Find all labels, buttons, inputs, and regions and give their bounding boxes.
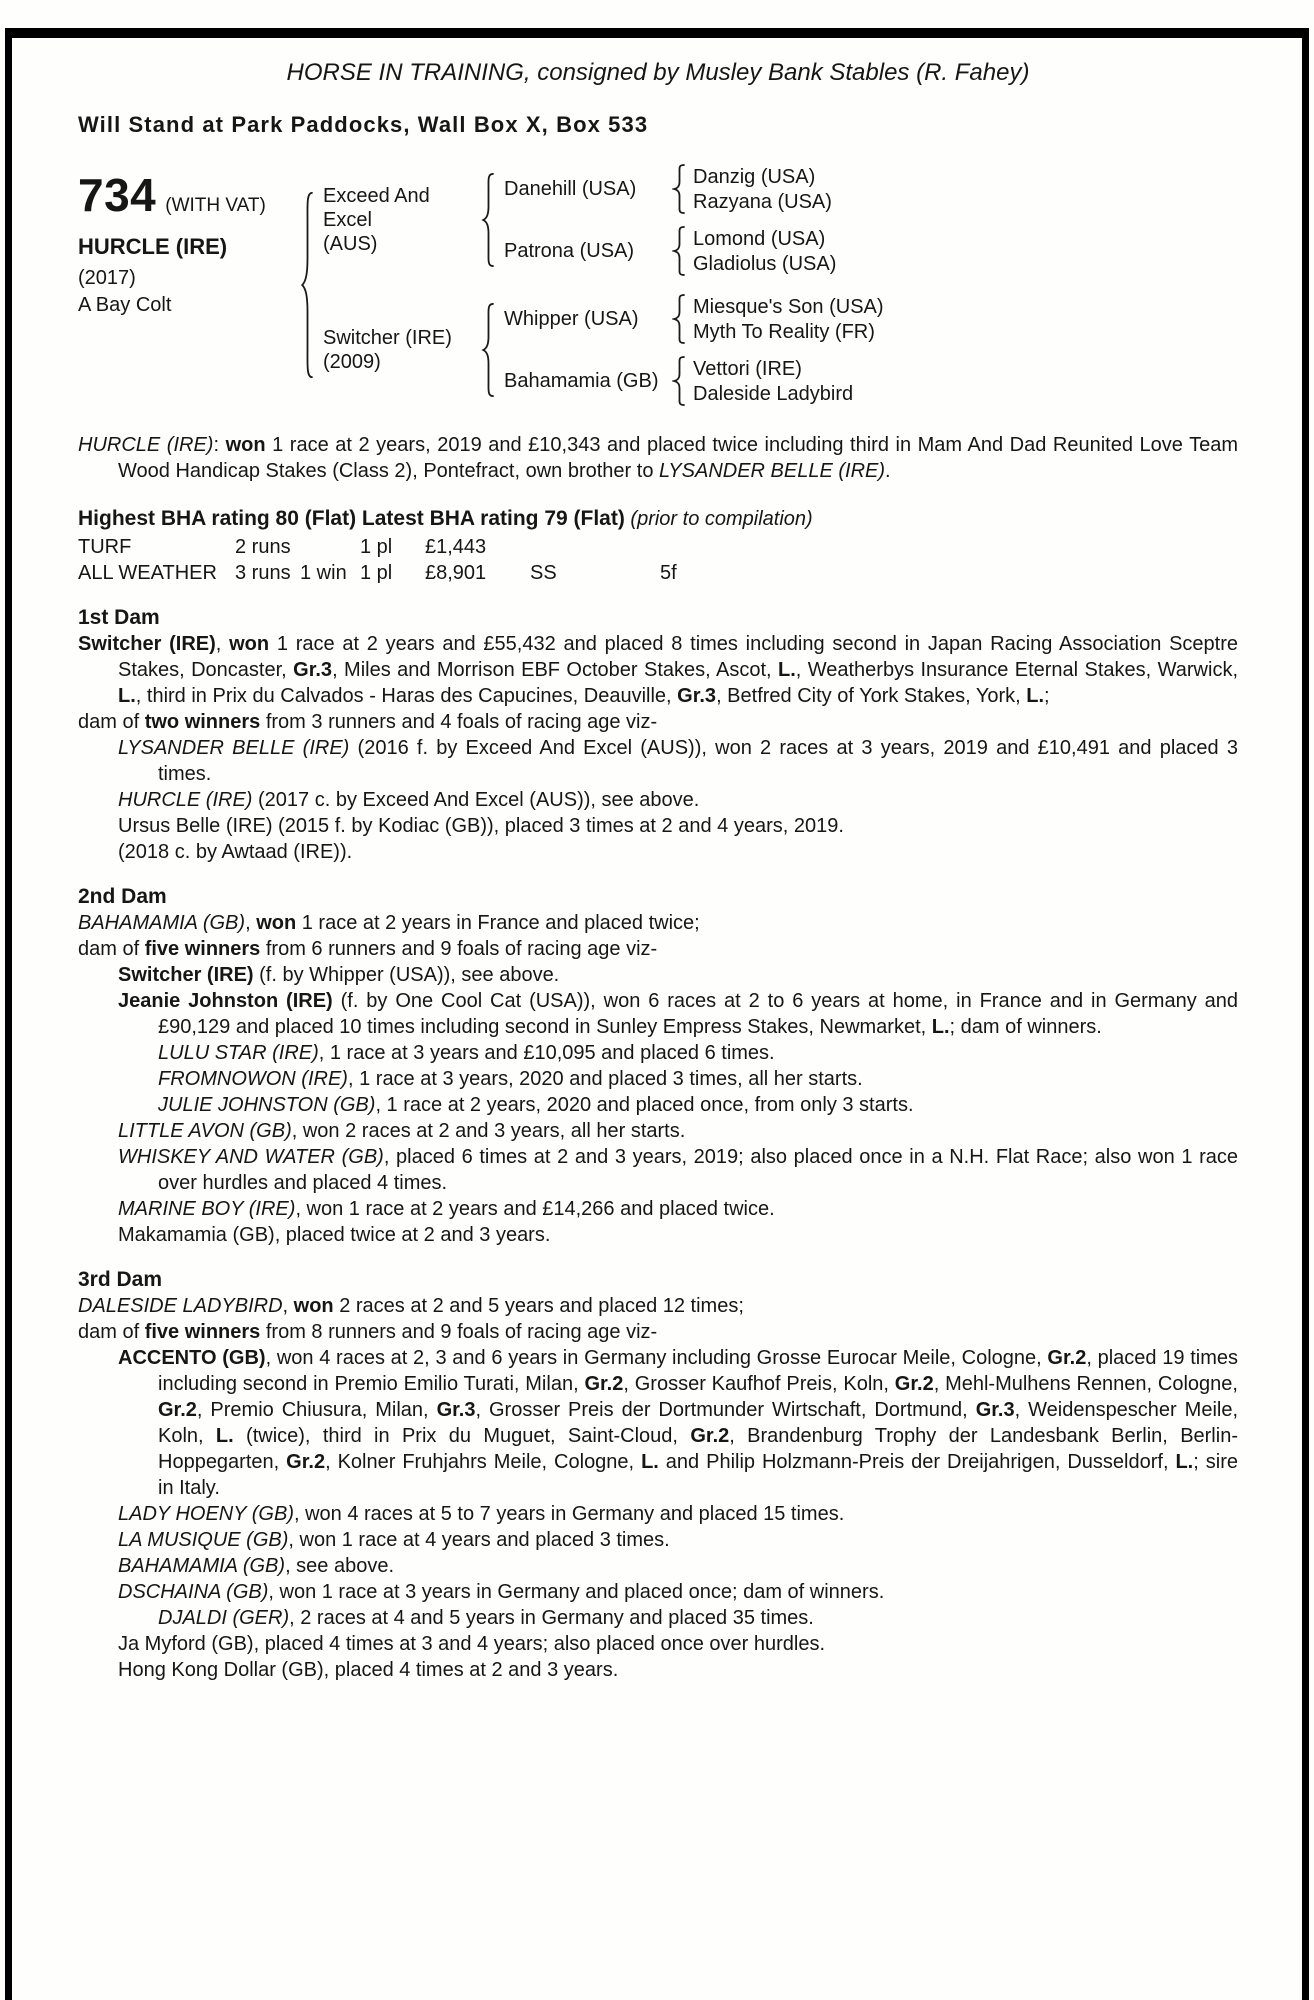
race-record-note bbox=[78, 432, 1238, 484]
produce-entry bbox=[78, 1657, 1238, 1683]
text-run: , bbox=[245, 912, 257, 934]
bha-rating-text: Highest BHA rating 80 (Flat) Latest BHA rating 79 (Flat) bbox=[78, 507, 625, 530]
second-dam-record bbox=[78, 910, 1238, 936]
text-run: HURCLE (IRE) bbox=[118, 789, 253, 811]
sire-name-line: (AUS) bbox=[323, 233, 378, 255]
grandsire-branch bbox=[496, 164, 836, 214]
text-run: DALESIDE LADYBIRD bbox=[78, 1295, 283, 1317]
text-run: , bbox=[282, 1295, 294, 1317]
produce-entry bbox=[78, 787, 1238, 813]
grand-produce-entry bbox=[78, 1066, 1238, 1092]
race-record-cell: ALL WEATHER bbox=[78, 562, 217, 584]
text-run: Ursus Belle (IRE) (2015 f. by Kodiac (GB)), placed 3 times at 2 and 4 years, 2019. bbox=[118, 815, 844, 837]
race-record-cell: 2 runs bbox=[235, 536, 291, 558]
race-record-cell: 1 pl bbox=[360, 536, 393, 558]
text-run: LULU STAR (IRE) bbox=[158, 1042, 319, 1064]
text-run: Hong Kong Dollar (GB), placed 4 times at 2 and 3 years. bbox=[118, 1659, 619, 1681]
dam-name-line: (2009) bbox=[323, 351, 381, 373]
race-record-row bbox=[78, 560, 1238, 586]
produce-entry bbox=[78, 1501, 1238, 1527]
text-run: , won 1 race at 2 years and £14,266 and placed twice. bbox=[295, 1198, 775, 1220]
grandparent-name: Patrona (USA) bbox=[504, 239, 635, 262]
pedigree-brace-icon bbox=[672, 164, 687, 214]
text-run: , Miles and Morrison EBF October Stakes, Ascot, bbox=[332, 659, 778, 681]
dam-of-line bbox=[78, 709, 1238, 735]
text-run: two winners bbox=[144, 711, 261, 733]
text-run: won bbox=[225, 434, 266, 456]
text-run: 1 race at 2 years, 2019 and £10,343 and placed twice including third in Mam And Dad Reunited Love Team Wood Handicap Stakes (Class 2), Pontefract, own brother to bbox=[118, 434, 1238, 482]
text-run: , Mehl-Mulhens Rennen, Cologne, bbox=[933, 1373, 1238, 1395]
text-run: five winners bbox=[144, 1321, 261, 1343]
race-record-cell: £8,901 bbox=[425, 562, 487, 584]
great-grandparent-name: Danzig (USA) bbox=[693, 165, 816, 188]
pedigree-tree bbox=[300, 164, 884, 406]
text-run: dam of bbox=[78, 938, 145, 960]
race-record-row bbox=[78, 534, 1238, 560]
stand-location-line: Will Stand at Park Paddocks, Wall Box X, Box 533 bbox=[78, 112, 649, 137]
text-run: BAHAMAMIA (GB) bbox=[118, 1555, 286, 1577]
text-run: Ja Myford (GB), placed 4 times at 3 and 4 years; also placed once over hurdles. bbox=[118, 1633, 826, 1655]
great-grandparent-name: Myth To Reality (FR) bbox=[693, 320, 875, 343]
text-run: LA MUSIQUE (GB) bbox=[118, 1529, 289, 1551]
text-run: , Grosser Preis der Dortmunder Wirtschaft, Dortmund, bbox=[475, 1399, 976, 1421]
grandparent-name: Danehill (USA) bbox=[504, 177, 637, 200]
great-grandparents bbox=[687, 166, 832, 213]
text-run: FROMNOWON (IRE) bbox=[158, 1068, 348, 1090]
produce-entry bbox=[78, 1144, 1238, 1196]
text-run: , won 2 races at 2 and 3 years, all her starts. bbox=[291, 1120, 686, 1142]
text-run: , placed 6 times at 2 and 3 years, 2019; also placed once in a N.H. Flat Race; also won 1 race over hurdles and placed 4 times. bbox=[158, 1146, 1238, 1194]
race-record-cell: £1,443 bbox=[425, 536, 487, 558]
great-grandparents bbox=[687, 358, 853, 405]
race-record-cell bbox=[300, 534, 360, 560]
text-run: , see above. bbox=[285, 1555, 395, 1577]
grandsire-branch bbox=[496, 294, 884, 344]
pedigree-brace-icon bbox=[300, 189, 315, 381]
text-run: Jeanie Johnston (IRE) bbox=[118, 990, 333, 1012]
sire-branch bbox=[315, 164, 884, 276]
text-run: Switcher (IRE) bbox=[118, 964, 254, 986]
lot-number-row bbox=[78, 168, 300, 222]
text-run: DSCHAINA (GB) bbox=[118, 1581, 269, 1603]
lot-info bbox=[78, 164, 300, 317]
text-run: L. bbox=[641, 1451, 659, 1473]
produce-entry bbox=[78, 1631, 1238, 1657]
text-run: Gr.3 bbox=[436, 1399, 476, 1421]
race-record-cell: 1 pl bbox=[360, 562, 393, 584]
produce-entry bbox=[78, 1579, 1238, 1605]
text-run: dam of bbox=[78, 711, 145, 733]
granddam-branch bbox=[496, 356, 884, 406]
text-run: , bbox=[215, 633, 230, 655]
text-run: and Philip Holzmann-Preis der Dreijahrigen, Dusseldorf, bbox=[658, 1451, 1176, 1473]
great-grandparent-name: Razyana (USA) bbox=[693, 190, 832, 213]
text-run: Gr.2 bbox=[584, 1373, 624, 1395]
text-run: Makamamia (GB), placed twice at 2 and 3 years. bbox=[118, 1224, 551, 1246]
text-run: (2017 c. by Exceed And Excel (AUS)), see above. bbox=[252, 789, 700, 811]
foal-year: (2017) bbox=[78, 267, 136, 289]
text-run: , 2 races at 4 and 5 years in Germany and placed 35 times. bbox=[289, 1607, 814, 1629]
first-dam-heading: 1st Dam bbox=[78, 606, 160, 629]
pedigree-brace-icon bbox=[672, 356, 687, 406]
text-run: MARINE BOY (IRE) bbox=[118, 1198, 296, 1220]
grand-produce-entry bbox=[78, 1092, 1238, 1118]
text-run: five winners bbox=[144, 938, 261, 960]
pedigree-brace-icon bbox=[481, 172, 496, 268]
text-run: L. bbox=[777, 659, 796, 681]
text-run: L. bbox=[931, 1016, 950, 1038]
text-run: (2018 c. by Awtaad (IRE)). bbox=[118, 841, 353, 863]
dam-branch bbox=[315, 294, 884, 406]
vat-note: (WITH VAT) bbox=[165, 195, 266, 216]
pedigree-brace-icon bbox=[481, 302, 496, 398]
text-run: LITTLE AVON (GB) bbox=[118, 1120, 292, 1142]
text-run: ; dam of winners. bbox=[949, 1016, 1102, 1038]
text-run: (f. by One Cool Cat (USA)), won 6 races at 2 to 6 years at home, in France and in Germany and £90,129 and placed 10 times including second in Sunley Empress Stakes, Newmarket, bbox=[158, 990, 1238, 1038]
text-run: , Brandenburg Trophy der Landesbank Berlin, Berlin-Hoppegarten, bbox=[158, 1425, 1238, 1473]
text-run: Gr.2 bbox=[286, 1451, 326, 1473]
text-run: WHISKEY AND WATER (GB) bbox=[118, 1146, 384, 1168]
produce-entry bbox=[78, 988, 1238, 1040]
grand-produce-entry bbox=[78, 1040, 1238, 1066]
race-record-cell: 5f bbox=[660, 562, 677, 584]
text-run: LADY HOENY (GB) bbox=[118, 1503, 294, 1525]
generation-1-column bbox=[315, 164, 884, 406]
sire-parents-column bbox=[496, 164, 836, 276]
text-run: Gr.2 bbox=[158, 1399, 197, 1421]
produce-entry bbox=[78, 839, 1238, 865]
bha-rating-line bbox=[78, 506, 1238, 532]
text-run: LYSANDER BELLE (IRE) bbox=[659, 460, 886, 482]
text-run: , won 4 races at 5 to 7 years in Germany and placed 15 times. bbox=[293, 1503, 845, 1525]
text-run: , 1 race at 3 years and £10,095 and placed 6 times. bbox=[318, 1042, 775, 1064]
race-record-cell: 3 runs bbox=[235, 562, 291, 584]
text-run: from 8 runners and 9 foals of racing age viz- bbox=[260, 1321, 658, 1343]
sire-name-line: Exceed And Excel bbox=[323, 185, 430, 231]
text-run: , Premio Chiusura, Milan, bbox=[196, 1399, 437, 1421]
text-run: (twice), third in Prix du Muguet, Saint-Cloud, bbox=[233, 1425, 691, 1447]
lot-number: 734 bbox=[78, 169, 157, 221]
text-run: , Kolner Fruhjahrs Meile, Cologne, bbox=[325, 1451, 642, 1473]
race-record-table bbox=[78, 534, 1238, 586]
produce-entry bbox=[78, 1196, 1238, 1222]
text-run: , Grosser Kaufhof Preis, Koln, bbox=[623, 1373, 895, 1395]
text-run: Gr.2 bbox=[690, 1425, 730, 1447]
text-run: : bbox=[213, 434, 226, 456]
produce-entry bbox=[78, 735, 1238, 787]
text-run: won bbox=[229, 633, 270, 655]
text-run: Gr.3 bbox=[677, 685, 717, 707]
text-run: L. bbox=[215, 1425, 234, 1447]
granddam-branch bbox=[496, 226, 836, 276]
text-run: , won 1 race at 4 years and placed 3 times. bbox=[288, 1529, 670, 1551]
race-record-cell: SS bbox=[530, 562, 557, 584]
great-grandparent-name: Vettori (IRE) bbox=[693, 357, 802, 380]
great-grandparent-name: Lomond (USA) bbox=[693, 227, 826, 250]
pedigree-body bbox=[78, 604, 1238, 1683]
produce-entry bbox=[78, 1553, 1238, 1579]
text-run: LYSANDER BELLE (IRE) bbox=[118, 737, 350, 759]
text-run: , 1 race at 3 years, 2020 and placed 3 times, all her starts. bbox=[347, 1068, 863, 1090]
race-record-cell bbox=[530, 534, 660, 560]
horse-description: A Bay Colt bbox=[78, 294, 172, 316]
text-run: Gr.2 bbox=[894, 1373, 934, 1395]
text-run: from 6 runners and 9 foals of racing age viz- bbox=[260, 938, 658, 960]
text-run: 2 races at 2 and 5 years and placed 12 times; bbox=[333, 1295, 744, 1317]
text-run: , Weatherbys Insurance Eternal Stakes, Warwick, bbox=[795, 659, 1239, 681]
text-run: , placed 19 times including second in Premio Emilio Turati, Milan, bbox=[158, 1347, 1238, 1395]
text-run: . bbox=[885, 460, 891, 482]
third-dam-heading: 3rd Dam bbox=[78, 1268, 163, 1291]
text-run: DJALDI (GER) bbox=[158, 1607, 290, 1629]
pedigree-brace-icon bbox=[672, 294, 687, 344]
text-run: Gr.3 bbox=[975, 1399, 1015, 1421]
text-run: from 3 runners and 4 foals of racing age viz- bbox=[260, 711, 658, 733]
produce-entry bbox=[78, 1345, 1238, 1501]
text-run: , Weidenspescher Meile, Koln, bbox=[158, 1399, 1239, 1447]
dam-name bbox=[315, 326, 481, 374]
text-run: dam of bbox=[78, 1321, 145, 1343]
dam-parents-column bbox=[496, 294, 884, 406]
text-run: won bbox=[256, 912, 297, 934]
produce-entry bbox=[78, 813, 1238, 839]
dam-of-line bbox=[78, 936, 1238, 962]
text-run: Gr.2 bbox=[1047, 1347, 1087, 1369]
race-record-cell: 1 win bbox=[300, 562, 347, 584]
text-run: L. bbox=[1175, 1451, 1194, 1473]
text-run: Switcher (IRE) bbox=[78, 633, 216, 655]
great-grandparent-name: Gladiolus (USA) bbox=[693, 252, 837, 275]
race-record-cell bbox=[660, 534, 1238, 560]
grandparent-name: Bahamamia (GB) bbox=[504, 369, 659, 392]
pedigree-block bbox=[78, 164, 1238, 406]
sire-name bbox=[315, 184, 481, 256]
text-run: L. bbox=[1026, 685, 1045, 707]
page-content bbox=[78, 42, 1238, 1683]
pedigree-brace-icon bbox=[672, 226, 687, 276]
consignor-header: HORSE IN TRAINING, consigned by Musley Bank Stables (R. Fahey) bbox=[286, 59, 1030, 86]
text-run: , 1 race at 2 years, 2020 and placed once, from only 3 starts. bbox=[375, 1094, 914, 1116]
text-run: , third in Prix du Calvados - Haras des Capucines, Deauville, bbox=[135, 685, 678, 707]
text-run: 1 race at 2 years and £55,432 and placed 8 times including second in Japan Racing Association Sceptre Stakes, Doncaster, bbox=[118, 633, 1239, 681]
dam-name-line: Switcher (IRE) bbox=[323, 327, 452, 349]
text-run: L. bbox=[118, 685, 136, 707]
text-run: , won 1 race at 3 years in Germany and placed once; dam of winners. bbox=[268, 1581, 885, 1603]
text-run: , Betfred City of York Stakes, York, bbox=[716, 685, 1027, 707]
first-dam-record bbox=[78, 631, 1238, 709]
text-run: ACCENTO (GB) bbox=[118, 1347, 266, 1369]
third-dam-record bbox=[78, 1293, 1238, 1319]
text-run: (2016 f. by Exceed And Excel (AUS)), won 2 races at 3 years, 2019 and £10,491 and placed 3 times. bbox=[158, 737, 1239, 785]
grand-produce-entry bbox=[78, 1605, 1238, 1631]
produce-entry bbox=[78, 1118, 1238, 1144]
text-run: JULIE JOHNSTON (GB) bbox=[158, 1094, 376, 1116]
great-grandparent-name: Daleside Ladybird bbox=[693, 382, 854, 405]
text-run: 1 race at 2 years in France and placed twice; bbox=[296, 912, 700, 934]
text-run: won bbox=[293, 1295, 334, 1317]
text-run: Gr.3 bbox=[293, 659, 333, 681]
text-run: (f. by Whipper (USA)), see above. bbox=[253, 964, 560, 986]
text-run: ; sire in Italy. bbox=[158, 1451, 1238, 1499]
race-record-cell: TURF bbox=[78, 536, 132, 558]
text-run: BAHAMAMIA (GB) bbox=[78, 912, 246, 934]
great-grandparents bbox=[687, 228, 836, 275]
produce-entry bbox=[78, 1527, 1238, 1553]
text-run: HURCLE (IRE) bbox=[78, 434, 214, 456]
rating-compilation-note: (prior to compilation) bbox=[630, 508, 813, 530]
text-run: , won 4 races at 2, 3 and 6 years in Germany including Grosse Eurocar Meile, Cologne, bbox=[265, 1347, 1048, 1369]
produce-entry bbox=[78, 962, 1238, 988]
great-grandparents bbox=[687, 296, 884, 343]
produce-entry bbox=[78, 1222, 1238, 1248]
second-dam-heading: 2nd Dam bbox=[78, 885, 167, 908]
horse-name: HURCLE (IRE) bbox=[78, 234, 228, 259]
dam-of-line bbox=[78, 1319, 1238, 1345]
grandparent-name: Whipper (USA) bbox=[504, 307, 639, 330]
great-grandparent-name: Miesque's Son (USA) bbox=[693, 295, 884, 318]
text-run: ; bbox=[1044, 685, 1050, 707]
